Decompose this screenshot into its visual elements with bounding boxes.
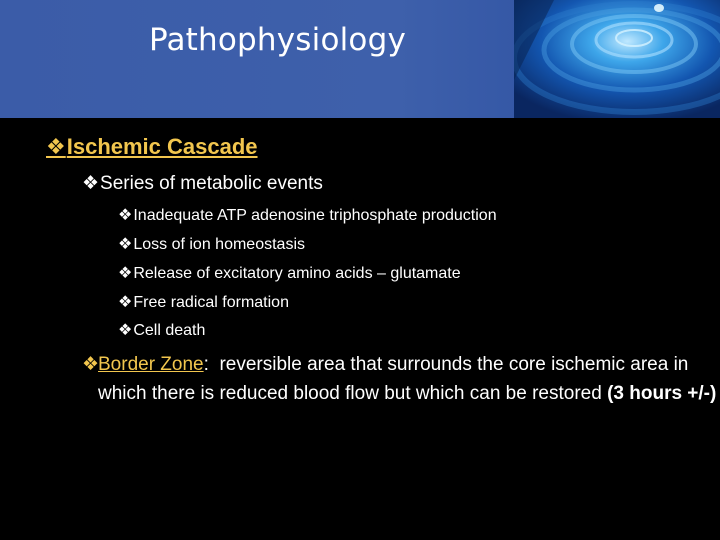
- list-item: [118, 205, 497, 225]
- border-zone-emphasis: (3 hours +/-): [607, 383, 717, 404]
- diamond-bullet-icon: ❖: [118, 236, 133, 253]
- list-item-text: Release of excitatory amino acids – glutamate: [133, 265, 461, 282]
- border-zone-paragraph: [82, 350, 718, 408]
- list-item: [118, 234, 305, 254]
- list-item-text: Free radical formation: [133, 294, 289, 311]
- diamond-bullet-icon: ❖: [82, 173, 100, 194]
- list-item-text: Inadequate ATP adenosine triphosphate production: [133, 207, 497, 224]
- border-zone-colon: :: [203, 354, 209, 375]
- heading-ischemic-cascade: [46, 134, 258, 160]
- list-item: [118, 263, 461, 283]
- list-item: [118, 292, 289, 312]
- slide-title: Pathophysiology: [148, 22, 407, 58]
- diamond-bullet-icon: ❖: [118, 265, 133, 282]
- diamond-bullet-icon: ❖: [46, 134, 66, 159]
- diamond-bullet-icon: ❖: [118, 294, 133, 311]
- diamond-bullet-icon: ❖: [82, 354, 100, 375]
- border-zone-term: Border Zone: [98, 354, 204, 375]
- heading-text: Ischemic Cascade: [66, 134, 258, 159]
- diamond-bullet-icon: ❖: [118, 322, 133, 339]
- border-zone-description: reversible area that surrounds the core ischemic area in which there is reduced blood flow but which can be restored: [98, 354, 694, 404]
- sub-heading: [82, 172, 323, 195]
- sub-heading-text: Series of metabolic events: [100, 173, 323, 194]
- list-item-text: Loss of ion homeostasis: [133, 236, 305, 253]
- diamond-bullet-icon: ❖: [118, 207, 133, 224]
- list-item: [118, 320, 205, 340]
- list-item-text: Cell death: [133, 322, 206, 339]
